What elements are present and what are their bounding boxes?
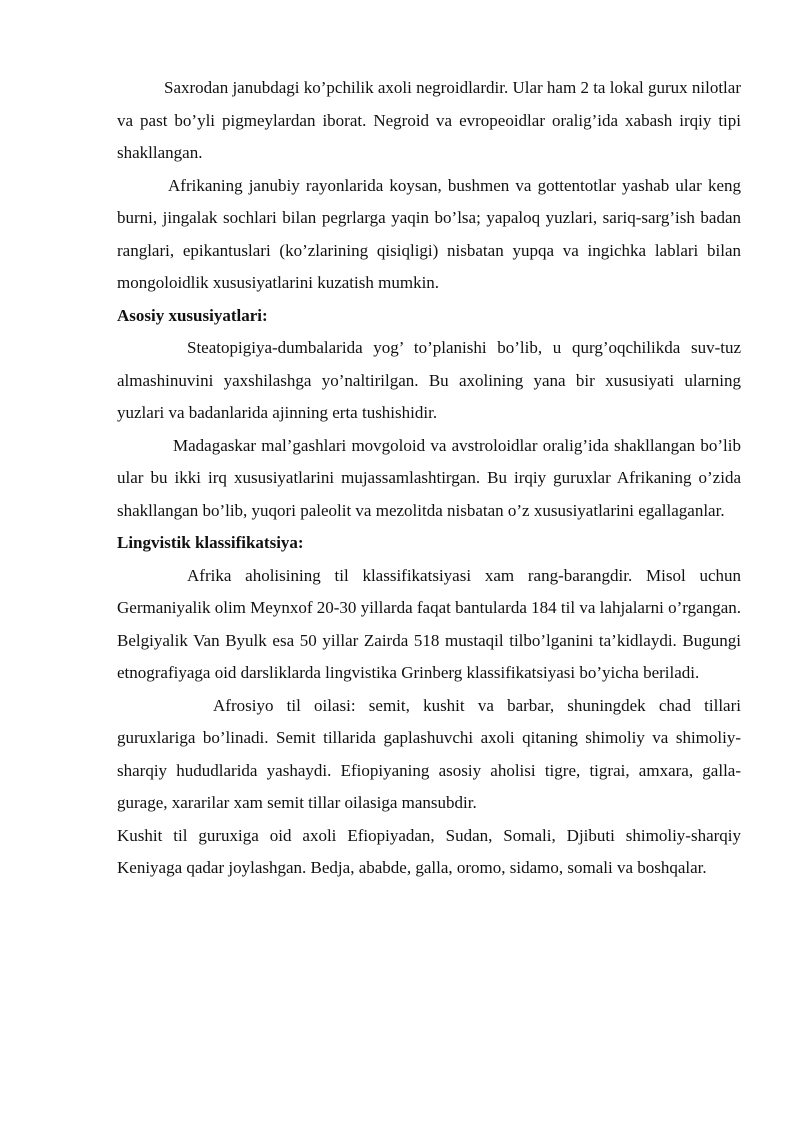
- heading-features: Asosiy xususiyatlari:: [117, 305, 268, 325]
- paragraph-language-classification: Afrika aholisining til klassifikatsiyasi xam rang-barangdir. Misol uchun Germaniyalik olim Meynxof 20-30 yillarda faqat bantularda 184 til va lahjalarni o’rgangan. Belgiyalik Van Byulk esa 50 yillar Zairda 518 mustaqil tilbo’lganini ta’kidlaydi. Bugungi etnografiyaga oid darsliklarda lingvistika Grinberg klassifikatsiyasi bo’yicha beriladi.: [117, 565, 741, 682]
- heading-linguistic: Lingvistik klassifikatsiya:: [117, 533, 304, 552]
- paragraph-madagascar: Madagaskar mal’gashlari movgoloid va avstroloidlar oralig’ida shakllangan bo’lib ular bu ikki irq xususiyatlarini mujassamlashtirgan. Bu irqiy guruxlar Afrikaning o’zida shakllangan bo’lib, yuqori paleolit va mezolitda nisbatan o’z xususiyatlarini egallaganlar.: [117, 435, 741, 520]
- paragraph-cushitic: Kushit til guruxiga oid axoli Efiopiyadan, Sudan, Somali, Djibuti shimoliy-sharqiy Keniyaga qadar joylashgan. Bedja, ababde, galla, oromo, sidamo, somali va boshqalar.: [117, 825, 741, 877]
- paragraph-afroasiatic: Afrosiyo til oilasi: semit, kushit va barbar, shuningdek chad tillari guruxlariga bo’linadi. Semit tillarida gaplashuvchi axoli qitaning shimoliy va shimoliy-sharqiy hududlarida yashaydi. Efiopiyaning asosiy aholisi tigre, tigrai, amxara, galla-gurage, xararilar xam semit tillar oilasiga mansubdir.: [117, 695, 741, 812]
- paragraph-koysan: Afrikaning janubiy rayonlarida koysan, bushmen va gottentotlar yashab ular keng burni, jingalak sochlari bilan pegrlarga yaqin bo’lsa; yapaloq yuzlari, sariq-sarg’ish badan ranglari, epikantuslari (ko’zlarining qisiqligi) nisbatan yupqa va ingichka lablari bilan mongoloidlik xususiyatlarini kuzatish mumkin.: [117, 175, 741, 292]
- paragraph-negroids: Saxrodan janubdagi ko’pchilik axoli negroidlardir. Ular ham 2 ta lokal gurux nilotlar va past bo’yli pigmeylardan iborat. Negroid va evropeoidlar oralig’ida xabash irqiy tipi shakllangan.: [117, 78, 741, 162]
- document-page: [117, 72, 741, 885]
- paragraph-steatopygia: Steatopigiya-dumbalarida yog’ to’planishi bo’lib, u qurg’oqchilikda suv-tuz almashinuvini yaxshilashga yo’naltirilgan. Bu axolining yana bir xususiyati ularning yuzlari va badanlarida ajinning erta tushishidir.: [117, 338, 741, 422]
